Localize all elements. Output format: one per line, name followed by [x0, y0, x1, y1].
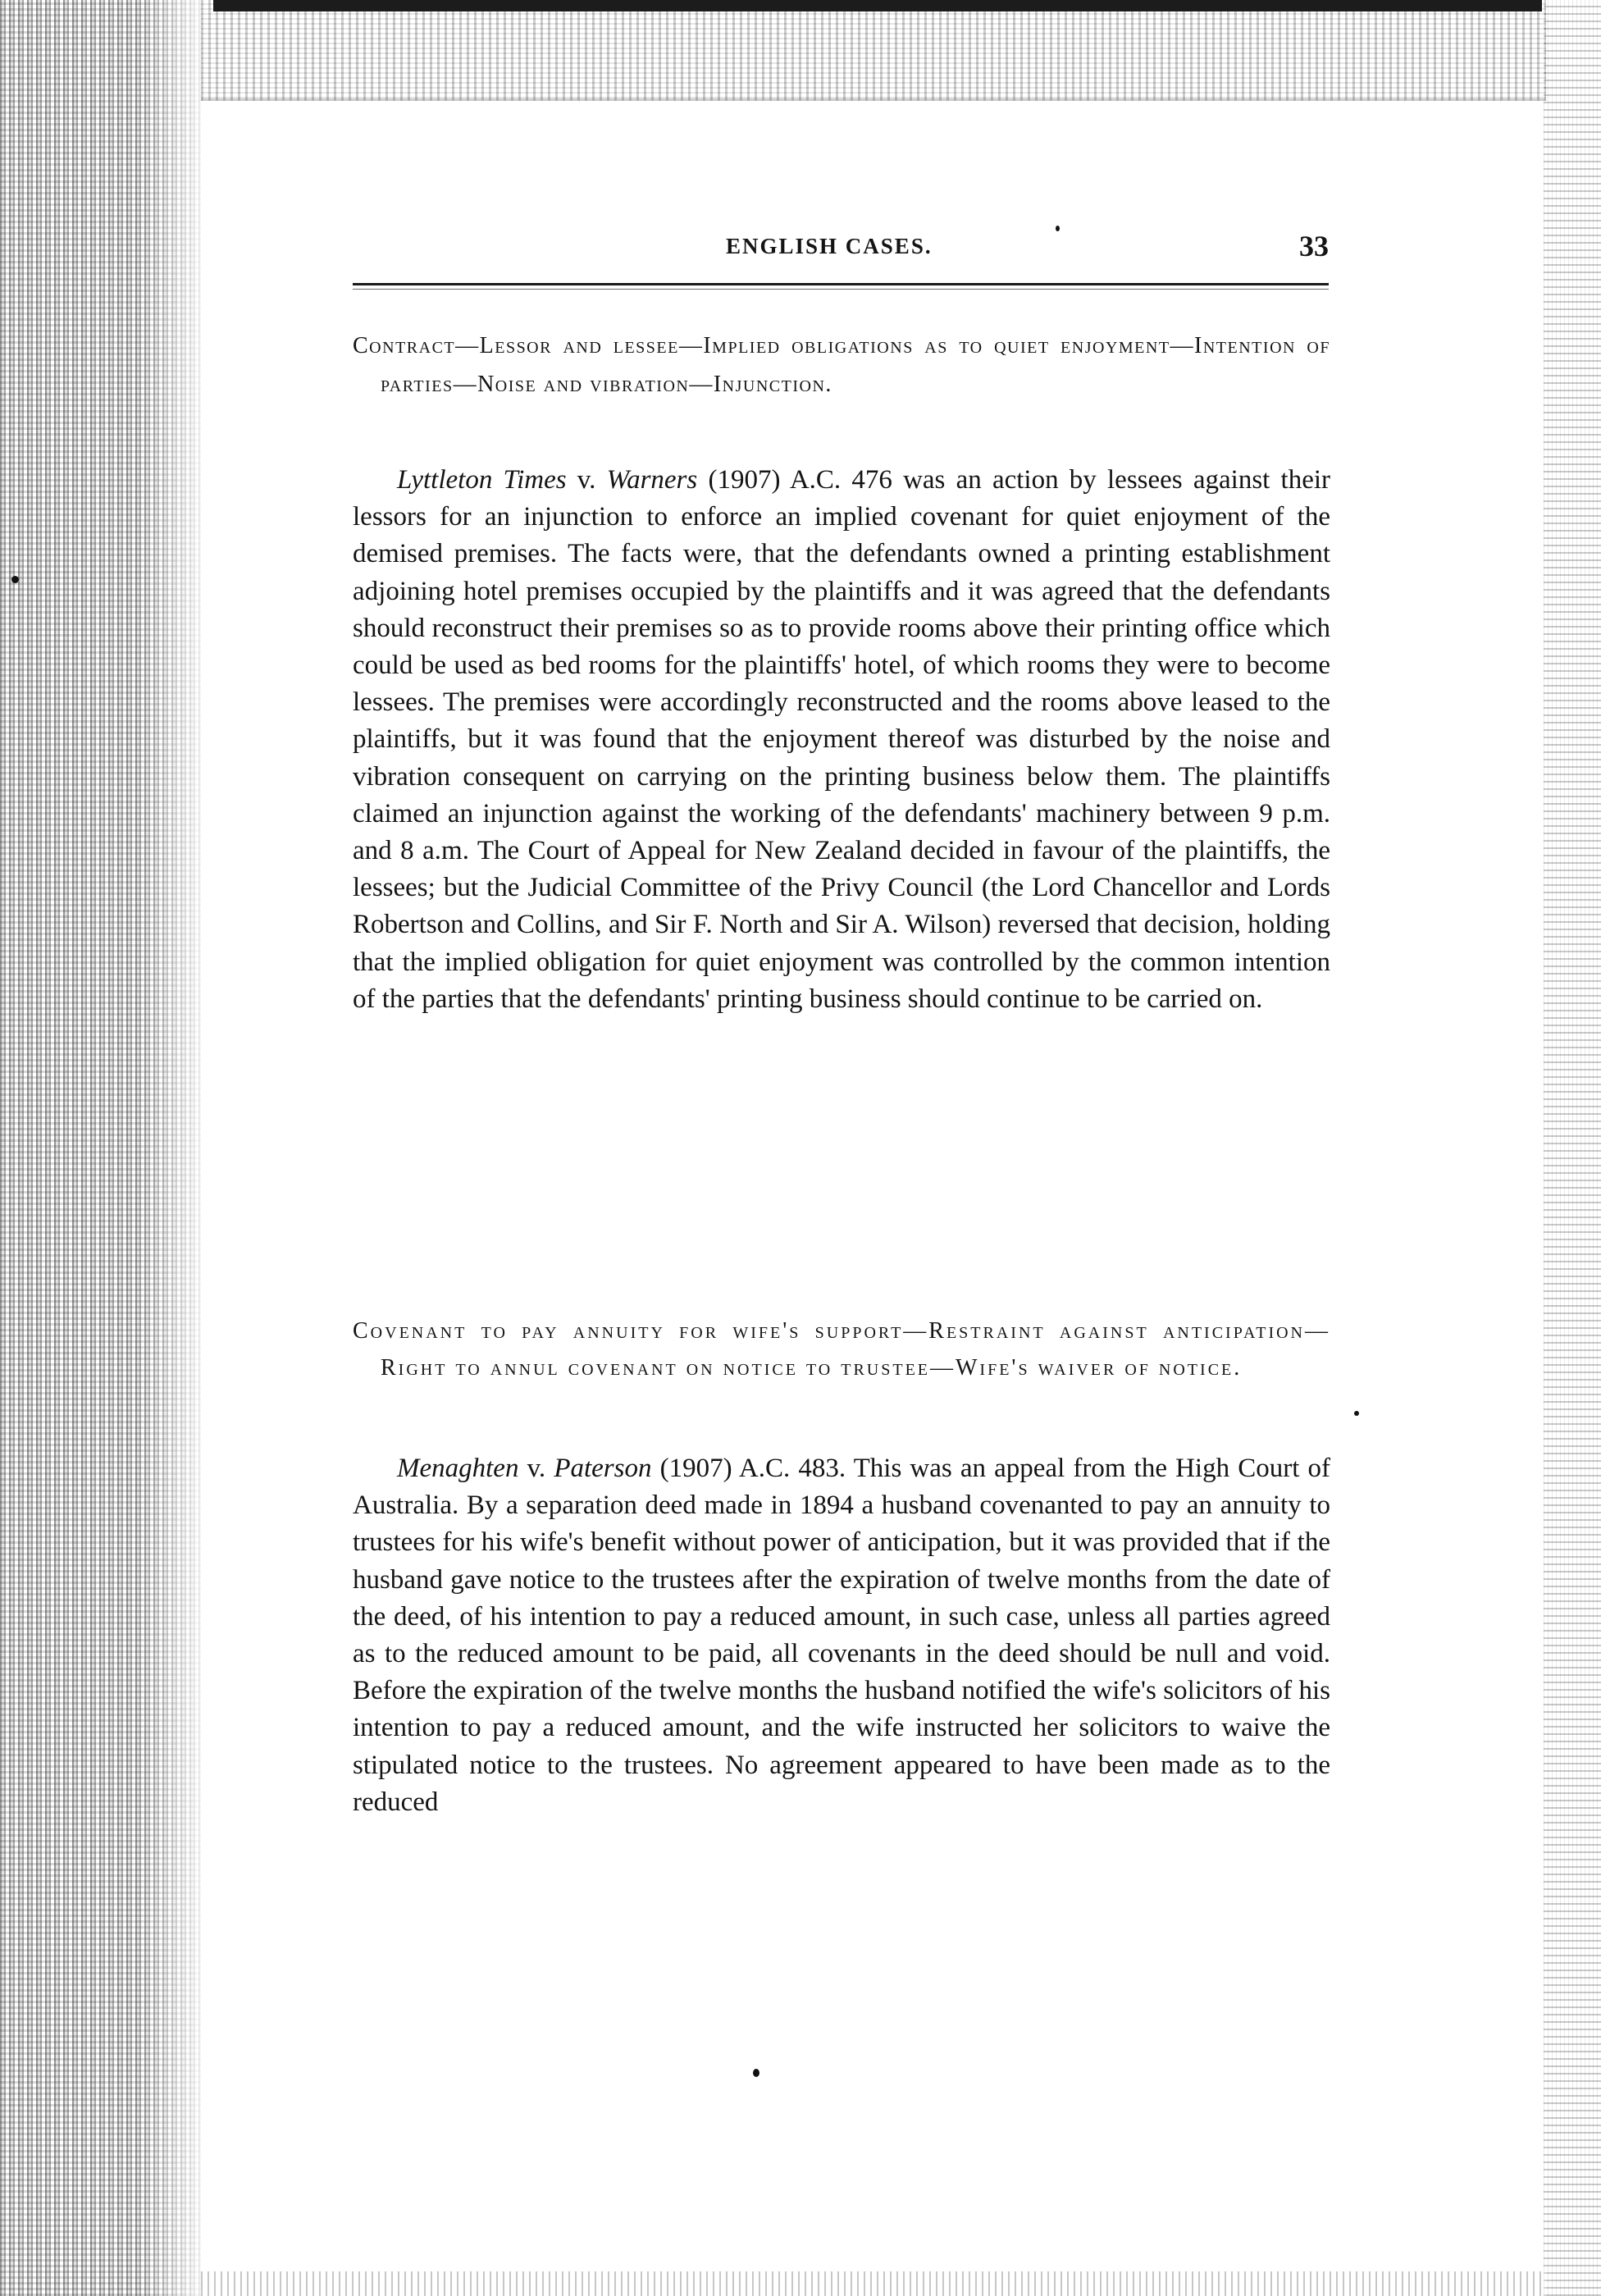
case-summary-menaghten	[353, 1450, 1330, 1821]
versus: v.	[518, 1454, 554, 1483]
running-header	[353, 230, 1329, 271]
versus: v.	[566, 465, 607, 495]
header-rule	[353, 283, 1329, 285]
scan-speck	[1354, 1411, 1359, 1416]
scan-right-edge	[1544, 0, 1601, 2296]
scan-speck	[753, 2069, 759, 2077]
body-text: (1907) A.C. 483. This was an appeal from the High Court of Australia. By a separation deed made in 1894 a husband covenanted to pay an annuity to trustees for his wife's benefit without power of anticipation, but it was provided that if the husband gave notice to the trustees after the expiration of twelve months from the date of the deed, of his intention to pay a reduced amount, in such case, unless all parties agreed as to the reduced amount to be paid, all covenants in the deed should be null and void. Before the expiration of the twelve months the husband notified the wife's solicitors of his intention to pay a reduced amount, and the wife instructed her solicitors to waive the stipulated notice to the trustees. No agreement appeared to have been made as to the reduced	[353, 1454, 1330, 1817]
section-body	[353, 462, 1330, 1018]
section-heading: Covenant to pay annuity for wife's support—Restraint against anticipation—Right to annul covenant on notice to trustee—Wife's waiver of notice.	[353, 1318, 1330, 1381]
running-head-title: ENGLISH CASES.	[726, 234, 933, 258]
scan-speck	[11, 576, 19, 583]
section-heading: Contract—Lessor and lessee—Implied obligations as to quiet enjoyment—Intention of parties—Noise and vibration—Injunction.	[353, 333, 1330, 397]
scan-top-bar	[213, 0, 1542, 11]
section-body	[353, 1450, 1330, 1821]
scan-left-edge-fade	[139, 0, 213, 2296]
scan-speck	[1056, 226, 1060, 231]
page-number: 33	[1299, 230, 1329, 262]
body-text: (1907) A.C. 476 was an action by lessees against their lessors for an injunction to enforce an implied covenant for quiet enjoyment of the demised premises. The facts were, that the defendants owned a printing establishment adjoining hotel premises occupied by the plaintiffs and it was agreed that the defendants should reconstruct their premises so as to provide rooms above their printing office which could be used as bed rooms for the plaintiffs' hotel, of which rooms they were to become lessees. The premises were accordingly reconstructed and the rooms above leased to the plaintiffs, but it was found that the enjoyment thereof was disturbed by the noise and vibration consequent on carrying on the printing business below them. The plaintiffs claimed an injunction against the working of the defendants' machinery between 9 p.m. and 8 a.m. The Court of Appeal for New Zealand decided in favour of the plaintiffs, the lessees; but the Judicial Committee of the Privy Council (the Lord Chancellor and Lords Robertson and Collins, and Sir F. North and Sir A. Wilson) reversed that decision, holding that the implied obligation for quiet enjoyment was controlled by the common intention of the parties that the defendants' printing business should continue to be carried on.	[353, 465, 1331, 1014]
case-name: Lyttleton Times	[397, 465, 567, 495]
case-section-menaghten	[353, 1312, 1330, 1386]
case-section-lyttleton	[353, 326, 1330, 404]
header-rule-thin	[353, 289, 1329, 290]
case-name-respondent: Warners	[606, 465, 698, 495]
scan-bottom-edge	[201, 2271, 1546, 2296]
case-name: Menaghten	[397, 1454, 519, 1483]
scan-top-edge	[201, 0, 1546, 101]
case-summary-lyttleton	[353, 462, 1330, 1018]
case-name-respondent: Paterson	[554, 1454, 652, 1483]
